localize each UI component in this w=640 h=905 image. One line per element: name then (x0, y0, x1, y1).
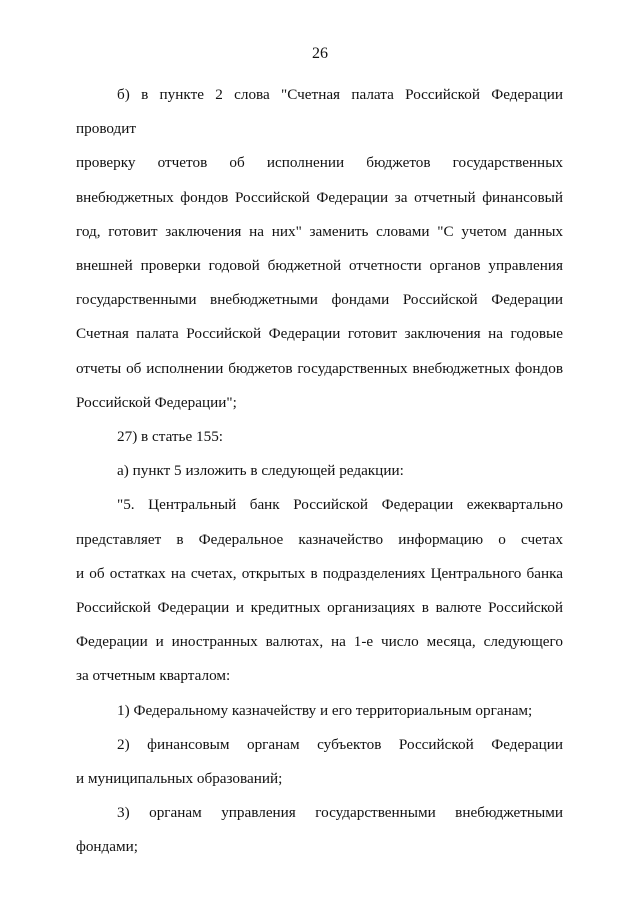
text-line: за отчетным кварталом: (76, 667, 231, 685)
paragraph-point-5 (76, 488, 563, 693)
text-line: внешней проверки годовой бюджетной отчетности органов управления (76, 257, 563, 275)
document-body (76, 78, 563, 865)
list-item-1 (76, 694, 563, 728)
paragraph-amendment-b (76, 78, 563, 420)
text-line: 2) финансовым органам субъектов Российской Федерации (117, 735, 563, 753)
list-item-3 (76, 796, 563, 864)
text-line: представляет в Федеральное казначейство информацию о счетах (76, 530, 563, 548)
list-item-2 (76, 728, 563, 796)
text-line: государственными внебюджетными фондами Российской Федерации (76, 291, 563, 309)
text-line: проверку отчетов об исполнении бюджетов государственных (76, 154, 563, 172)
text-line: и муниципальных образований; (76, 770, 283, 788)
text-line: и об остатках на счетах, открытых в подразделениях Центрального банка (76, 564, 563, 582)
text-line: отчеты об исполнении бюджетов государственных внебюджетных фондов (76, 359, 563, 377)
text-line: 3) органам управления государственными внебюджетными фондами; (76, 804, 563, 856)
text-line: 1) Федеральному казначейству и его территориальным органам; (117, 701, 533, 719)
paragraph-item-a (76, 454, 563, 488)
text-line: б) в пункте 2 слова "Счетная палата Российской Федерации проводит (76, 86, 563, 138)
text-line: "5. Центральный банк Российской Федерации ежеквартально (117, 496, 563, 514)
text-line: 27) в статье 155: (117, 428, 224, 446)
text-line: год, готовит заключения на них" заменить словами "С учетом данных (76, 222, 563, 240)
text-line: Российской Федерации и кредитных организациях в валюте Российской (76, 599, 563, 617)
text-line: а) пункт 5 изложить в следующей редакции: (117, 462, 404, 480)
text-line: Федерации и иностранных валютах, на 1-е число месяца, следующего (76, 633, 563, 651)
page-number: 26 (312, 45, 328, 62)
text-line: Российской Федерации"; (76, 393, 237, 411)
text-line: Счетная палата Российской Федерации готовит заключения на годовые (76, 325, 563, 343)
text-line: внебюджетных фондов Российской Федерации за отчетный финансовый (76, 188, 563, 206)
paragraph-item-27 (76, 420, 563, 454)
